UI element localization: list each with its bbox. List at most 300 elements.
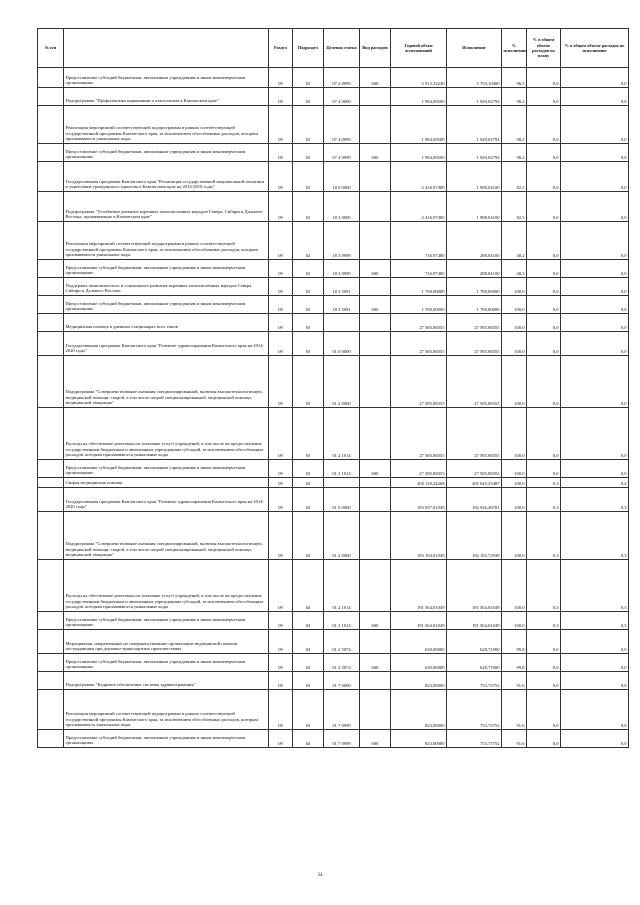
cell-name: Медицинская помощь в дневных стационарах всех типов <box>64 314 269 332</box>
cell-execution: 1 988,04100 <box>447 192 502 222</box>
table-row <box>38 730 629 748</box>
cell-target-article: 01 2 1014 <box>324 612 360 630</box>
cell-podrazdel: 03 <box>293 356 324 408</box>
cell-podrazdel: 02 <box>293 222 324 260</box>
cell-execution: 1 949,02794 <box>447 88 502 106</box>
cell-expense-type <box>360 278 391 296</box>
cell-percent-plan: 0,0 <box>527 222 561 260</box>
cell-name: Государственная программа Камчатского края "Реализация государственной национальной политики и укрепление гражданского единства в Камчатском крае на 2014-2018 годы" <box>64 162 269 192</box>
cell-execution-percent: 100,0 <box>502 460 527 478</box>
cell-percent-execution: 0,4 <box>561 478 629 488</box>
cell-target-article: 07 4 0999 <box>324 106 360 144</box>
cell-podrazdel: 04 <box>293 560 324 612</box>
cell-annual-volume: 27 585,88355 <box>391 332 447 356</box>
cell-name: Государственная программа Камчатского края "Развитие здравоохранения Камчатского края на 2014-2020 годы" <box>64 488 269 512</box>
table-row <box>38 630 629 654</box>
cell-razdel: 09 <box>269 296 293 314</box>
table-row <box>38 88 629 106</box>
cell-razdel: 09 <box>269 162 293 192</box>
cell-execution-percent: 100,0 <box>502 488 527 512</box>
cell-podrazdel: 03 <box>293 408 324 460</box>
header-num: № п/п <box>38 29 64 68</box>
cell-num <box>38 478 64 488</box>
cell-expense-type <box>360 512 391 560</box>
cell-podrazdel: 02 <box>293 192 324 222</box>
cell-execution-percent: 40,2 <box>502 222 527 260</box>
cell-expense-type: 600 <box>360 460 391 478</box>
cell-target-article: 18 0 0000 <box>324 162 360 192</box>
table-row <box>38 690 629 730</box>
cell-name: Предоставление субсидий бюджетным, автономным учреждениям и иным некоммерческим организациям <box>64 612 269 630</box>
cell-name: Реализация мероприятий соответствующей подпрограммы в рамках соответствующей государственной программы Камчатского края, за исключением обособленных расходов, которым присваиваются уникальные коды <box>64 106 269 144</box>
cell-expense-type: 600 <box>360 296 391 314</box>
cell-num <box>38 654 64 672</box>
cell-razdel: 09 <box>269 478 293 488</box>
table-row <box>38 106 629 144</box>
header-percent-execution: % в общем объеме расходов по исполнению <box>561 29 629 68</box>
table-row <box>38 144 629 162</box>
cell-execution-percent: 100,0 <box>502 332 527 356</box>
cell-target-article: 07 4 0999 <box>324 144 360 162</box>
cell-razdel: 09 <box>269 278 293 296</box>
cell-percent-plan: 0,3 <box>527 478 561 488</box>
cell-percent-execution: 0,0 <box>561 356 629 408</box>
cell-target-article: 01 7 0999 <box>324 690 360 730</box>
cell-num <box>38 630 64 654</box>
table-row <box>38 356 629 408</box>
cell-target-article: 01 0 0000 <box>324 332 360 356</box>
cell-razdel: 09 <box>269 192 293 222</box>
cell-percent-plan: 0,0 <box>527 106 561 144</box>
cell-expense-type <box>360 192 391 222</box>
table-row <box>38 478 629 488</box>
header-percent-plan: % в общем объеме расходов по плану <box>527 29 561 68</box>
table-row <box>38 260 629 278</box>
table-row <box>38 612 629 630</box>
table-row <box>38 162 629 192</box>
header-expense-type: Вид расходов <box>360 29 391 68</box>
cell-annual-volume: 630,00000 <box>391 654 447 672</box>
cell-expense-type <box>360 222 391 260</box>
cell-name: Предоставление субсидий бюджетным, автономным учреждениям и иным некоммерческим организациям <box>64 296 269 314</box>
cell-podrazdel: 04 <box>293 654 324 672</box>
header-target-article: Целевая статья <box>324 29 360 68</box>
cell-razdel: 09 <box>269 260 293 278</box>
cell-percent-execution: 0,0 <box>561 654 629 672</box>
cell-execution: 753,73752 <box>447 672 502 690</box>
cell-name: Государственная программа Камчатского края "Развитие здравоохранения Камчатского края на 2014-2020 годы" <box>64 332 269 356</box>
cell-percent-plan: 0,0 <box>527 690 561 730</box>
cell-percent-execution: 0,0 <box>561 278 629 296</box>
cell-razdel: 09 <box>269 68 293 88</box>
cell-name: Предоставление субсидий бюджетным, автономным учреждениям и иным некоммерческим организациям <box>64 68 269 88</box>
cell-annual-volume: 1 984,08500 <box>391 106 447 144</box>
table-row <box>38 296 629 314</box>
cell-execution: 27 585,88355 <box>447 408 502 460</box>
cell-expense-type <box>360 356 391 408</box>
cell-target-article: 01 2 1014 <box>324 560 360 612</box>
cell-annual-volume: 205 118,24268 <box>391 478 447 488</box>
cell-target-article: 01 2 5074 <box>324 654 360 672</box>
cell-target-article <box>324 478 360 488</box>
cell-expense-type <box>360 88 391 106</box>
cell-execution-percent: 40,2 <box>502 260 527 278</box>
cell-num <box>38 408 64 460</box>
cell-razdel: 09 <box>269 356 293 408</box>
cell-percent-plan: 0,0 <box>527 144 561 162</box>
cell-razdel: 09 <box>269 460 293 478</box>
cell-target-article: 01 2 1014 <box>324 460 360 478</box>
cell-name: Предоставление субсидий бюджетным, автономным учреждениям и иным некоммерческим организациям <box>64 654 269 672</box>
cell-annual-volume: 823,00000 <box>391 730 447 748</box>
cell-num <box>38 672 64 690</box>
table-row <box>38 278 629 296</box>
table-row <box>38 654 629 672</box>
table-row <box>38 460 629 478</box>
cell-execution-percent: 100,0 <box>502 314 527 332</box>
cell-execution: 27 585,88355 <box>447 356 502 408</box>
cell-annual-volume: 1 700,00000 <box>391 278 447 296</box>
table-row <box>38 222 629 260</box>
budget-table <box>37 28 629 748</box>
cell-annual-volume: 191 564,01049 <box>391 560 447 612</box>
cell-podrazdel: 04 <box>293 672 324 690</box>
cell-num <box>38 690 64 730</box>
cell-execution-percent: 91,6 <box>502 730 527 748</box>
cell-execution: 192 946,46701 <box>447 488 502 512</box>
table-row <box>38 488 629 512</box>
cell-annual-volume: 823,00000 <box>391 672 447 690</box>
cell-annual-volume: 1 984,08500 <box>391 144 447 162</box>
cell-percent-plan: 0,0 <box>527 730 561 748</box>
cell-annual-volume: 716,97400 <box>391 260 447 278</box>
header-razdel: Раздел <box>269 29 293 68</box>
cell-percent-execution: 0,0 <box>561 260 629 278</box>
cell-expense-type <box>360 408 391 460</box>
cell-percent-plan: 0,3 <box>527 612 561 630</box>
cell-annual-volume: 5 913,32230 <box>391 68 447 88</box>
cell-name: Подпрограмма "Профилактика наркомании и алкоголизма в Камчатском крае" <box>64 88 269 106</box>
cell-podrazdel: 04 <box>293 488 324 512</box>
cell-expense-type: 600 <box>360 730 391 748</box>
cell-name: Подпрограмма "Совершенствование оказания специализированной, включая высокотехнологичную, медицинской помощи, скорой, в том числе скорой специализированной, медицинской помощи, медицинской эвакуации" <box>64 356 269 408</box>
header-row <box>38 29 629 68</box>
cell-percent-plan: 0,3 <box>527 512 561 560</box>
cell-execution-percent: 100,0 <box>502 408 527 460</box>
cell-name: Предоставление субсидий бюджетным, автономным учреждениям и иным некоммерческим организациям <box>64 144 269 162</box>
cell-percent-execution: 0,0 <box>561 296 629 314</box>
table-row <box>38 672 629 690</box>
cell-num <box>38 488 64 512</box>
cell-percent-execution: 0,0 <box>561 630 629 654</box>
cell-execution: 628,71900 <box>447 630 502 654</box>
table-row <box>38 192 629 222</box>
header-annual-volume: Годовой объем ассигнований <box>391 29 447 68</box>
cell-expense-type <box>360 690 391 730</box>
cell-annual-volume: 27 585,88355 <box>391 356 447 408</box>
cell-target-article: 18 3 0999 <box>324 260 360 278</box>
cell-annual-volume: 193 037,01049 <box>391 488 447 512</box>
cell-num <box>38 278 64 296</box>
cell-name: Реализация мероприятий соответствующей подпрограммы в рамках соответствующей государственной программы Камчатского края, за исключением обособленных расходов, которым присваиваются уникальные коды <box>64 690 269 730</box>
cell-execution-percent: 100,0 <box>502 560 527 612</box>
cell-execution: 191 564,01049 <box>447 612 502 630</box>
cell-execution: 192 192,72949 <box>447 512 502 560</box>
cell-target-article: 18 3 0000 <box>324 192 360 222</box>
table-row <box>38 408 629 460</box>
cell-execution: 191 564,01049 <box>447 560 502 612</box>
cell-name: Подпрограмма "Кадровое обеспечение системы здравоохранения" <box>64 672 269 690</box>
cell-annual-volume: 191 564,01049 <box>391 612 447 630</box>
cell-name: Расходы на обеспечение деятельности (оказание услуг) учреждений, в том числе на предоставление государственным бюджетным и автономным учреждениям субсидий, за исключением обособленных расходов, которым присваиваются уникальные коды <box>64 560 269 612</box>
cell-num <box>38 222 64 260</box>
cell-percent-plan: 0,0 <box>527 654 561 672</box>
cell-num <box>38 512 64 560</box>
cell-num <box>38 296 64 314</box>
cell-num <box>38 68 64 88</box>
cell-percent-execution: 0,0 <box>561 192 629 222</box>
cell-percent-plan: 0,0 <box>527 408 561 460</box>
cell-razdel: 09 <box>269 106 293 144</box>
cell-podrazdel: 04 <box>293 630 324 654</box>
table-row <box>38 68 629 88</box>
cell-target-article <box>324 314 360 332</box>
cell-percent-execution: 0,0 <box>561 408 629 460</box>
cell-expense-type: 600 <box>360 654 391 672</box>
table-body <box>38 68 629 748</box>
cell-podrazdel: 02 <box>293 260 324 278</box>
cell-expense-type <box>360 162 391 192</box>
header-name <box>64 29 269 68</box>
cell-execution: 288,04100 <box>447 222 502 260</box>
cell-percent-execution: 0,3 <box>561 488 629 512</box>
cell-podrazdel: 02 <box>293 296 324 314</box>
cell-percent-execution: 0,0 <box>561 88 629 106</box>
cell-execution: 1 949,02794 <box>447 144 502 162</box>
cell-execution-percent: 100,0 <box>502 278 527 296</box>
cell-podrazdel: 02 <box>293 88 324 106</box>
cell-razdel: 09 <box>269 222 293 260</box>
cell-podrazdel: 04 <box>293 512 324 560</box>
cell-razdel: 09 <box>269 144 293 162</box>
cell-percent-plan: 0,0 <box>527 278 561 296</box>
cell-percent-plan: 0,0 <box>527 460 561 478</box>
cell-target-article: 18 3 5091 <box>324 278 360 296</box>
cell-podrazdel: 02 <box>293 278 324 296</box>
cell-annual-volume: 1 984,08500 <box>391 88 447 106</box>
cell-execution-percent: 91,6 <box>502 690 527 730</box>
cell-name: Расходы на обеспечение деятельности (оказание услуг) учреждений, в том числе на предоставление государственным бюджетным и автономным учреждениям субсидий, за исключением обособленных расходов, которым присваиваются уникальные коды <box>64 408 269 460</box>
cell-num <box>38 162 64 192</box>
cell-execution-percent: 99,8 <box>502 654 527 672</box>
cell-percent-plan: 0,0 <box>527 260 561 278</box>
cell-execution-percent: 99,8 <box>502 630 527 654</box>
cell-razdel: 09 <box>269 314 293 332</box>
cell-razdel: 09 <box>269 690 293 730</box>
cell-podrazdel: 04 <box>293 730 324 748</box>
cell-percent-execution: 0,0 <box>561 690 629 730</box>
cell-podrazdel: 02 <box>293 144 324 162</box>
cell-percent-execution: 0,3 <box>561 612 629 630</box>
cell-percent-execution: 0,0 <box>561 730 629 748</box>
cell-target-article: 01 2 5074 <box>324 630 360 654</box>
cell-target-article: 18 3 0999 <box>324 222 360 260</box>
cell-annual-volume: 823,00000 <box>391 690 447 730</box>
cell-razdel: 09 <box>269 512 293 560</box>
cell-expense-type <box>360 560 391 612</box>
cell-podrazdel: 03 <box>293 460 324 478</box>
cell-num <box>38 314 64 332</box>
cell-name: Предоставление субсидий бюджетным, автономным учреждениям и иным некоммерческим организациям <box>64 460 269 478</box>
cell-execution: 628,71900 <box>447 654 502 672</box>
cell-podrazdel: 03 <box>293 332 324 356</box>
cell-percent-plan: 0,0 <box>527 314 561 332</box>
cell-name: Скорая медицинская помощь <box>64 478 269 488</box>
cell-annual-volume: 716,97400 <box>391 222 447 260</box>
cell-percent-execution: 0,0 <box>561 68 629 88</box>
cell-target-article: 01 2 1014 <box>324 408 360 460</box>
cell-execution: 753,73752 <box>447 690 502 730</box>
table-row <box>38 512 629 560</box>
cell-annual-volume: 27 585,88355 <box>391 408 447 460</box>
cell-annual-volume: 27 585,88355 <box>391 314 447 332</box>
cell-execution: 27 585,88355 <box>447 332 502 356</box>
cell-percent-plan: 0,0 <box>527 296 561 314</box>
cell-razdel: 09 <box>269 630 293 654</box>
table-row <box>38 560 629 612</box>
cell-expense-type <box>360 314 391 332</box>
cell-percent-execution: 0,0 <box>561 314 629 332</box>
cell-name: Реализация мероприятий соответствующей подпрограммы в рамках соответствующей государственной программы Камчатского края, за исключением обособленных расходов, которым присваиваются уникальные коды <box>64 222 269 260</box>
cell-execution-percent: 82,3 <box>502 162 527 192</box>
cell-podrazdel: 02 <box>293 162 324 192</box>
cell-expense-type: 600 <box>360 68 391 88</box>
cell-razdel: 09 <box>269 560 293 612</box>
cell-percent-execution: 0,0 <box>561 672 629 690</box>
cell-execution-percent: 91,6 <box>502 672 527 690</box>
cell-expense-type <box>360 630 391 654</box>
cell-num <box>38 144 64 162</box>
cell-target-article: 18 3 5091 <box>324 296 360 314</box>
cell-target-article: 01 0 0000 <box>324 488 360 512</box>
cell-execution: 205 045,25487 <box>447 478 502 488</box>
cell-percent-execution: 0,3 <box>561 560 629 612</box>
cell-expense-type: 600 <box>360 260 391 278</box>
cell-percent-plan: 0,0 <box>527 162 561 192</box>
cell-execution-percent: 100,0 <box>502 296 527 314</box>
cell-num <box>38 106 64 144</box>
cell-num <box>38 356 64 408</box>
cell-execution: 1 700,00000 <box>447 296 502 314</box>
cell-annual-volume: 2 416,97400 <box>391 162 447 192</box>
cell-annual-volume: 193 194,01049 <box>391 512 447 560</box>
document-page <box>37 28 628 748</box>
cell-num <box>38 88 64 106</box>
cell-podrazdel: 04 <box>293 690 324 730</box>
cell-percent-plan: 0,0 <box>527 630 561 654</box>
cell-razdel: 09 <box>269 488 293 512</box>
cell-execution-percent: 98,2 <box>502 106 527 144</box>
cell-execution: 1 988,04100 <box>447 162 502 192</box>
cell-execution-percent: 100,0 <box>502 478 527 488</box>
cell-execution-percent: 98,2 <box>502 144 527 162</box>
cell-percent-plan: 0,0 <box>527 672 561 690</box>
cell-execution: 288,04100 <box>447 260 502 278</box>
cell-execution-percent: 100,0 <box>502 512 527 560</box>
cell-percent-plan: 0,0 <box>527 192 561 222</box>
cell-num <box>38 460 64 478</box>
cell-name: Мероприятия, направленные на совершенствование организации медицинской помощи пострадавшим при дорожно-транспортных происшествиях <box>64 630 269 654</box>
cell-razdel: 09 <box>269 332 293 356</box>
cell-percent-plan: 0,0 <box>527 356 561 408</box>
table-row <box>38 314 629 332</box>
cell-percent-execution: 0,0 <box>561 106 629 144</box>
cell-execution: 27 585,88355 <box>447 314 502 332</box>
cell-percent-plan: 0,3 <box>527 560 561 612</box>
cell-execution: 5 703,10400 <box>447 68 502 88</box>
cell-target-article: 01 2 0000 <box>324 356 360 408</box>
cell-razdel: 09 <box>269 672 293 690</box>
cell-target-article: 01 2 0000 <box>324 512 360 560</box>
cell-razdel: 09 <box>269 612 293 630</box>
cell-annual-volume: 2 416,97400 <box>391 192 447 222</box>
cell-podrazdel: 02 <box>293 68 324 88</box>
cell-expense-type: 600 <box>360 612 391 630</box>
cell-expense-type <box>360 672 391 690</box>
cell-num <box>38 332 64 356</box>
cell-percent-execution: 0,0 <box>561 162 629 192</box>
cell-target-article: 07 4 0000 <box>324 88 360 106</box>
cell-podrazdel: 03 <box>293 314 324 332</box>
cell-razdel: 09 <box>269 730 293 748</box>
cell-percent-plan: 0,0 <box>527 68 561 88</box>
header-podrazdel: Подраздел <box>293 29 324 68</box>
cell-execution-percent: 98,2 <box>502 88 527 106</box>
cell-podrazdel: 04 <box>293 612 324 630</box>
cell-target-article: 07 2 0999 <box>324 68 360 88</box>
cell-name: Подпрограмма "Совершенствование оказания специализированной, включая высокотехнологичную, медицинской помощи, скорой, в том числе скорой специализированной, медицинской помощи, медицинской эвакуации" <box>64 512 269 560</box>
cell-execution: 753,73752 <box>447 730 502 748</box>
cell-num <box>38 260 64 278</box>
cell-annual-volume: 27 585,88355 <box>391 460 447 478</box>
cell-razdel: 09 <box>269 88 293 106</box>
cell-name: Предоставление субсидий бюджетным, автономным учреждениям и иным некоммерческим организациям <box>64 260 269 278</box>
cell-expense-type: 600 <box>360 144 391 162</box>
cell-execution-percent: 82,3 <box>502 192 527 222</box>
cell-razdel: 09 <box>269 654 293 672</box>
cell-razdel: 09 <box>269 408 293 460</box>
cell-execution: 27 585,88355 <box>447 460 502 478</box>
cell-execution-percent: 100,0 <box>502 612 527 630</box>
cell-percent-execution: 0,0 <box>561 222 629 260</box>
cell-podrazdel: 02 <box>293 106 324 144</box>
cell-name: Подпрограмма "Устойчивое развитие коренных малочисленных народов Севера, Сибири и Дальнего Востока, проживающих в Камчатском крае" <box>64 192 269 222</box>
cell-target-article: 01 7 0000 <box>324 672 360 690</box>
cell-expense-type <box>360 488 391 512</box>
cell-expense-type <box>360 332 391 356</box>
cell-percent-plan: 0,0 <box>527 332 561 356</box>
cell-name: Поддержка экономического и социального развития коренных малочисленных народов Севера, Сибири и Дальнего Востока <box>64 278 269 296</box>
cell-execution-percent: 100,0 <box>502 356 527 408</box>
cell-annual-volume: 1 700,00000 <box>391 296 447 314</box>
cell-percent-plan: 0,3 <box>527 488 561 512</box>
cell-execution-percent: 96,5 <box>502 68 527 88</box>
cell-expense-type <box>360 106 391 144</box>
cell-percent-execution: 0,0 <box>561 144 629 162</box>
cell-annual-volume: 630,00000 <box>391 630 447 654</box>
cell-execution: 1 700,00000 <box>447 278 502 296</box>
cell-percent-execution: 0,0 <box>561 460 629 478</box>
